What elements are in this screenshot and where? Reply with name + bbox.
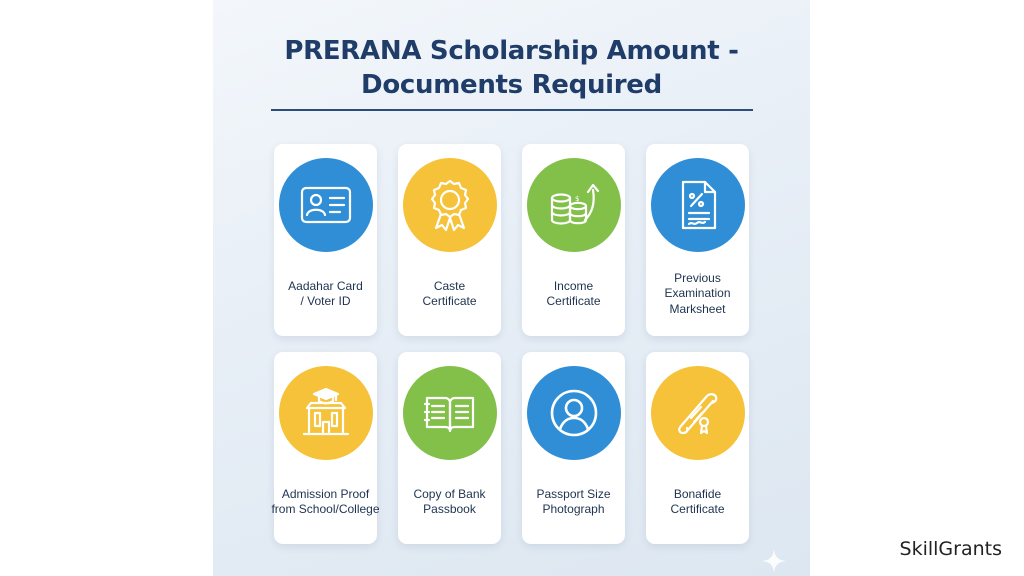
document-icon-circle (527, 158, 621, 252)
scroll-certificate-icon (671, 386, 725, 440)
sparkle-icon (761, 548, 787, 574)
document-icon-circle (527, 366, 621, 460)
document-icon-circle (279, 366, 373, 460)
poster-title-line-2: Documents Required (361, 70, 662, 100)
document-card-caste (398, 144, 501, 336)
coins-growth-icon (547, 178, 601, 232)
document-card-income (522, 144, 625, 336)
title-divider (271, 109, 753, 111)
brand-watermark: SkillGrants (899, 538, 1002, 560)
document-icon-circle (279, 158, 373, 252)
document-icon-circle (403, 158, 497, 252)
user-photo-icon (547, 386, 601, 440)
document-icon-circle (403, 366, 497, 460)
document-label: Caste Certificate (422, 278, 477, 308)
document-label: Admission Proof from School/College (271, 486, 380, 516)
passbook-icon (423, 386, 477, 440)
document-icon-circle (651, 366, 745, 460)
svg-text:$: $ (575, 195, 580, 203)
poster-title-line-1: PRERANA Scholarship Amount - (284, 36, 739, 66)
document-card-admission (271, 352, 380, 544)
school-building-icon (299, 386, 353, 440)
document-label: Income Certificate (546, 278, 601, 308)
award-badge-icon (423, 178, 477, 232)
document-card-bonafide (646, 352, 749, 544)
document-label: Previous Examination Marksheet (664, 270, 731, 316)
documents-poster (213, 0, 810, 576)
marksheet-icon (671, 178, 725, 232)
document-label: Aadahar Card / Voter ID (288, 278, 363, 308)
document-label: Passport Size Photograph (536, 486, 611, 516)
document-icon-circle (651, 158, 745, 252)
poster-title (213, 34, 810, 102)
document-card-marksheet (646, 144, 749, 336)
document-card-aadhar (274, 144, 377, 336)
document-label: Bonafide Certificate (670, 486, 725, 516)
document-label: Copy of Bank Passbook (413, 486, 486, 516)
id-card-icon (299, 178, 353, 232)
document-card-photograph (522, 352, 625, 544)
document-card-passbook (398, 352, 501, 544)
